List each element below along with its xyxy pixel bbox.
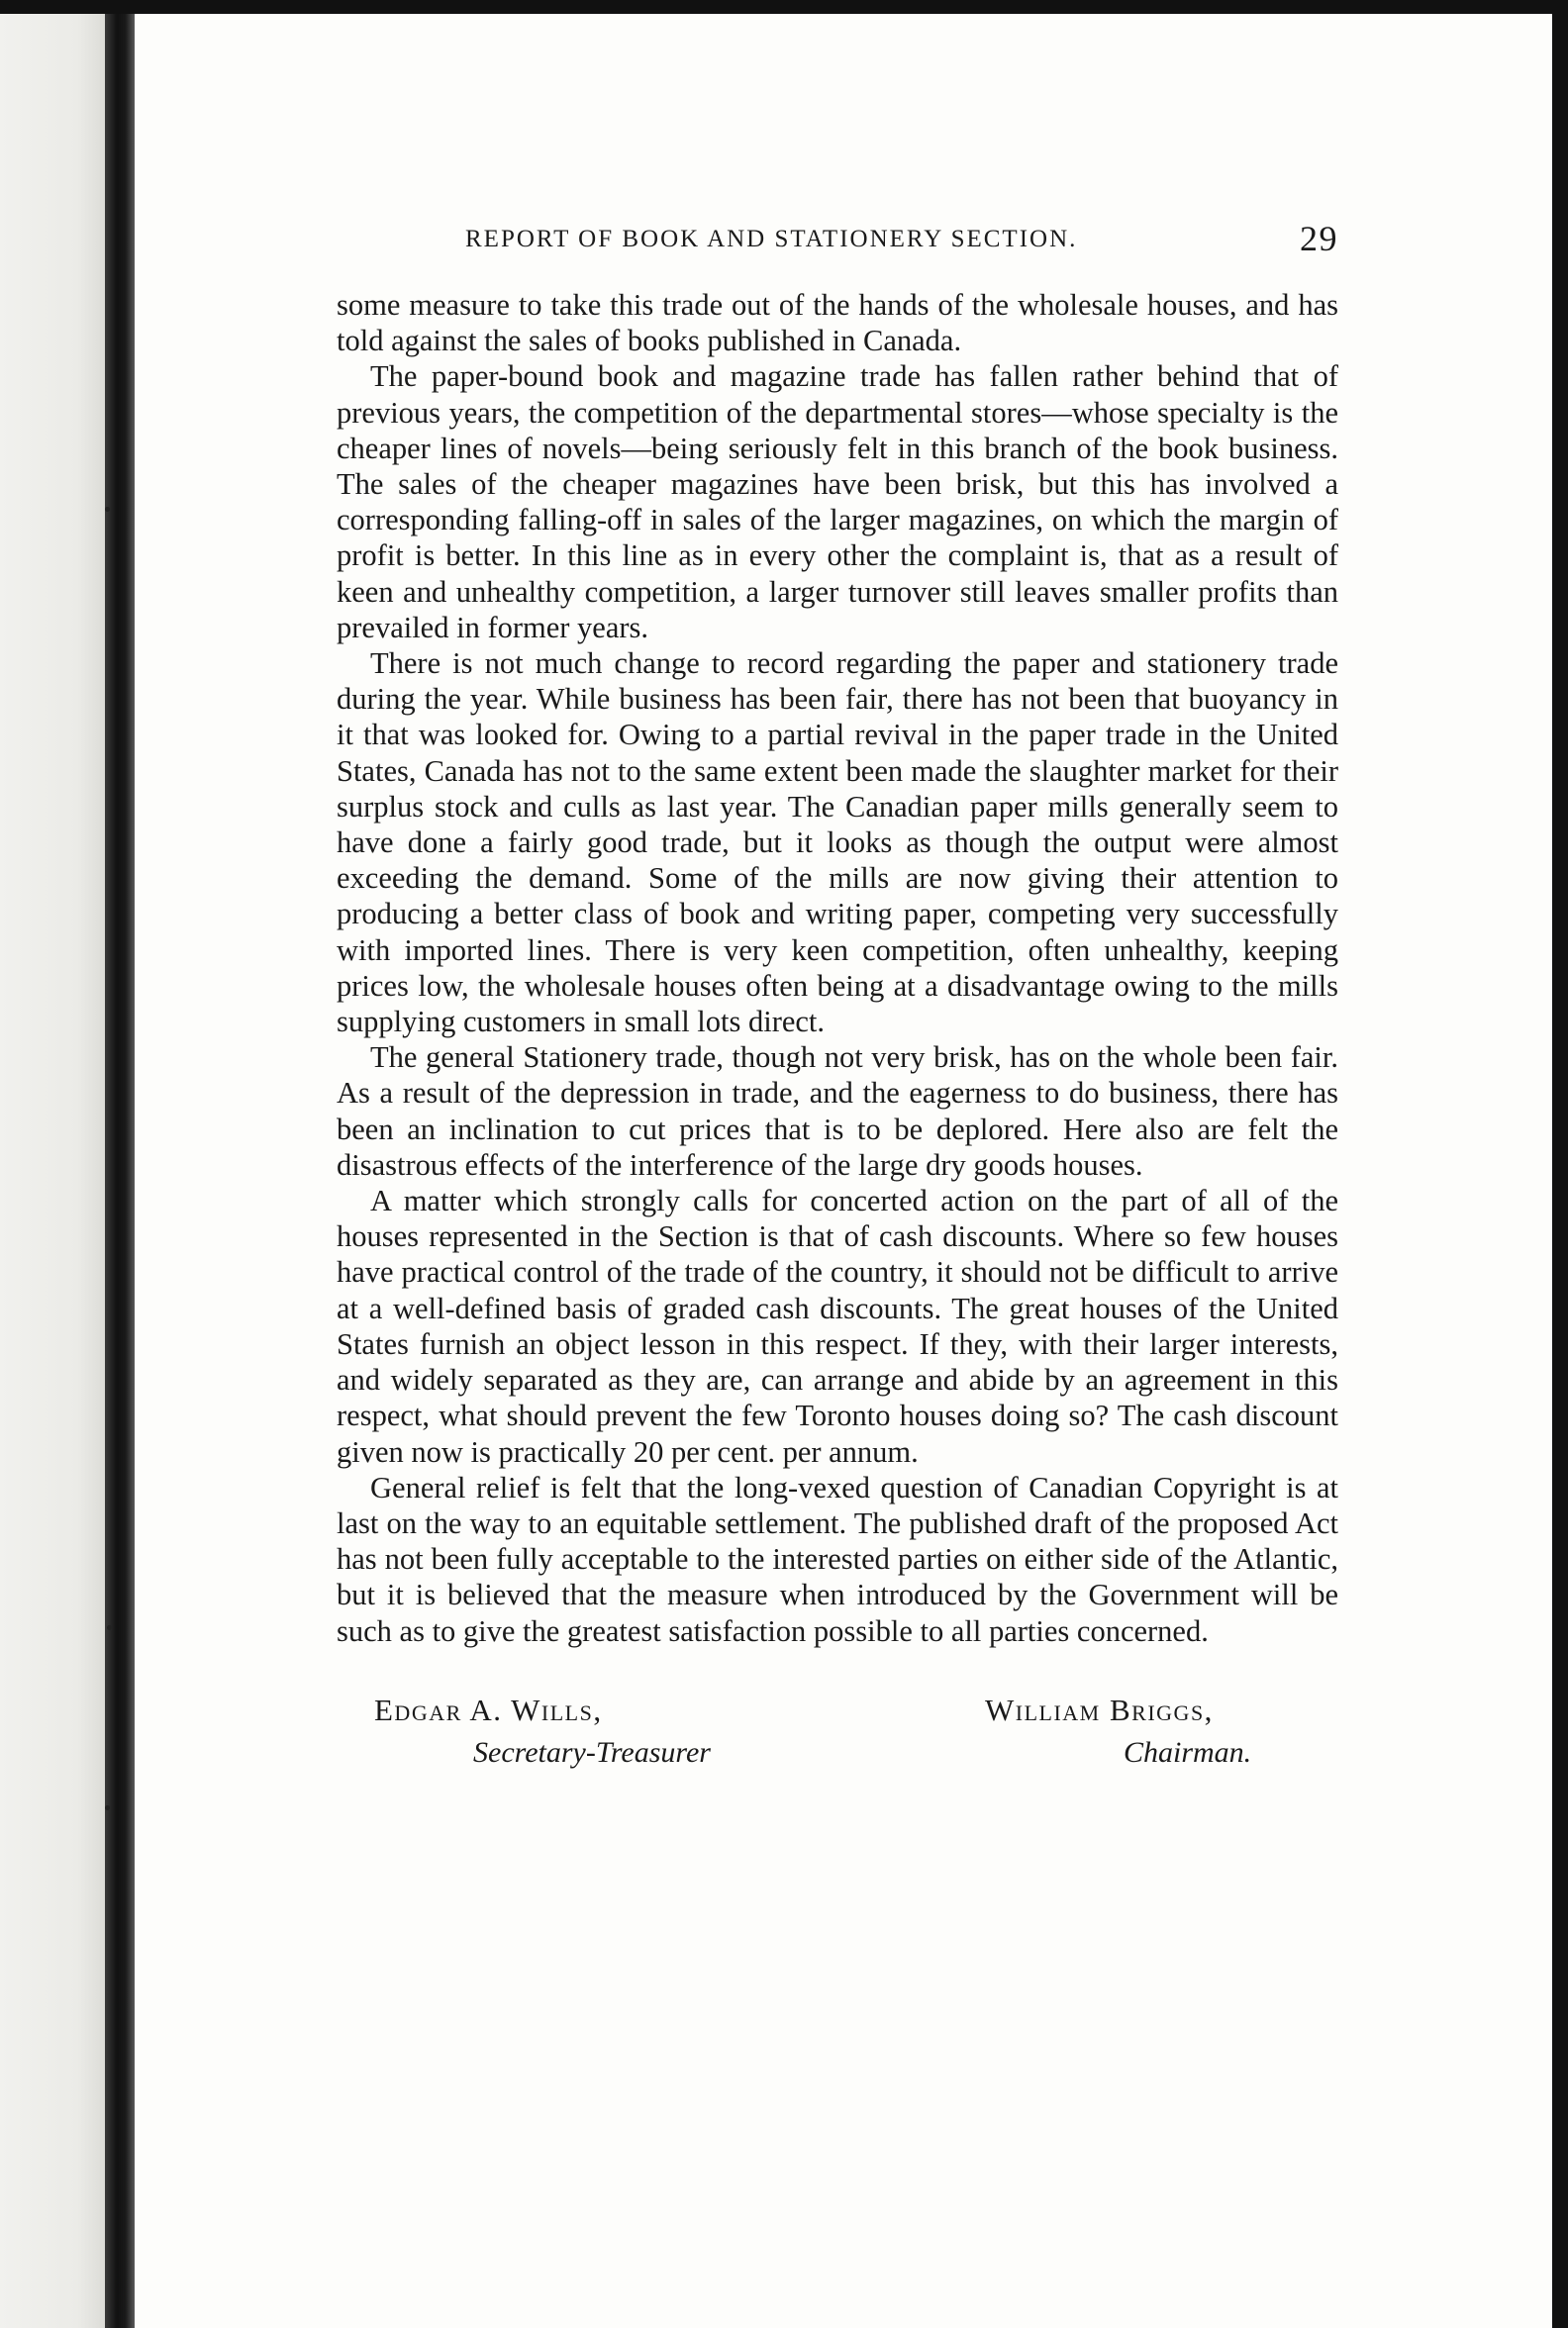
running-head: [337, 218, 1338, 267]
signature-chairman: [985, 1693, 1251, 1770]
paragraph: The general Stationery trade, though not very brisk, has on the whole been fair. As a result of the depression in trade, and the eagerness to do business, there has been an inclination to cut prices that is to be deplored. Here also are felt the disastrous effects of the interference of the large dry goods houses.: [337, 1040, 1338, 1182]
paragraph: There is not much change to record regarding the paper and stationery trade during the year. While business has been fair, there has not been that buoyancy in it that was looked for. Owing to a partial revival in the paper trade in the United States, Canada has not to the same extent been made the slaughter market for their surplus stock and culls as last year. The Canadian paper mills generally seem to have done a fairly good trade, but it looks as though the output were almost exceeding the demand. Some of the mills are now giving their attention to producing a better class of book and writing paper, competing very successfully with imported lines. There is very keen competition, often unhealthy, keeping prices low, the wholesale houses often being at a disadvantage owing to the mills supplying customers in small lots direct.: [337, 646, 1338, 1039]
signatory-name: Edgar A. Wills,: [374, 1692, 603, 1727]
scan-speck: [105, 507, 110, 512]
signatures: [337, 1693, 1338, 1801]
paragraph: A matter which strongly calls for concerted action on the part of all of the houses represented in the Section is that of cash discounts. Where so few houses have practical control of the trade of the country, it should not be difficult to arrive at a well-defined basis of graded cash discounts. The great houses of the United States furnish an object lesson in this respect. If they, with their larger interests, and widely separated as they are, can arrange and abide by an agreement in this respect, what should prevent the few Toronto houses doing so? The cash discount given now is practically 20 per cent. per annum.: [337, 1184, 1338, 1469]
scan-top-border: [0, 0, 1568, 14]
scan-speck: [105, 1805, 110, 1810]
page-number: 29: [1300, 219, 1338, 258]
body-text: [337, 287, 1338, 1649]
paragraph: The paper-bound book and magazine trade has fallen rather behind that of previous years, the competition of the departmental stores—whose specialty is the cheaper lines of novels—being seriously felt in this branch of the book business. The sales of the cheaper magazines have been brisk, but this has involved a corresponding falling-off in sales of the larger magazines, on which the margin of profit is better. In this line as in every other the complaint is, that as a result of keen and unhealthy competition, a larger turnover still leaves smaller profits than prevailed in former years.: [337, 359, 1338, 644]
text-block: [337, 218, 1338, 1801]
scan-right-border: [1552, 0, 1568, 2328]
facing-page-edge: [0, 14, 111, 2328]
paragraph: some measure to take this trade out of the hands of the wholesale houses, and has told against the sales of books published in Canada.: [337, 288, 1338, 358]
signatory-name: William Briggs,: [985, 1692, 1214, 1727]
signatory-title: Chairman.: [1124, 1735, 1252, 1769]
signature-secretary: [374, 1693, 711, 1770]
signatory-title: Secretary-Treasurer: [473, 1735, 711, 1769]
scan-speck: [107, 1625, 112, 1630]
running-title: REPORT OF BOOK AND STATIONERY SECTION.: [465, 226, 1078, 252]
paragraph: General relief is felt that the long-vexed question of Canadian Copyright is at last on the way to an equitable settlement. The published draft of the proposed Act has not been fully acceptable to the interested parties on either side of the Atlantic, but it is believed that the measure when introduced by the Government will be such as to give the greatest satisfaction possible to all parties concerned.: [337, 1470, 1338, 1648]
book-gutter: [105, 14, 135, 2328]
